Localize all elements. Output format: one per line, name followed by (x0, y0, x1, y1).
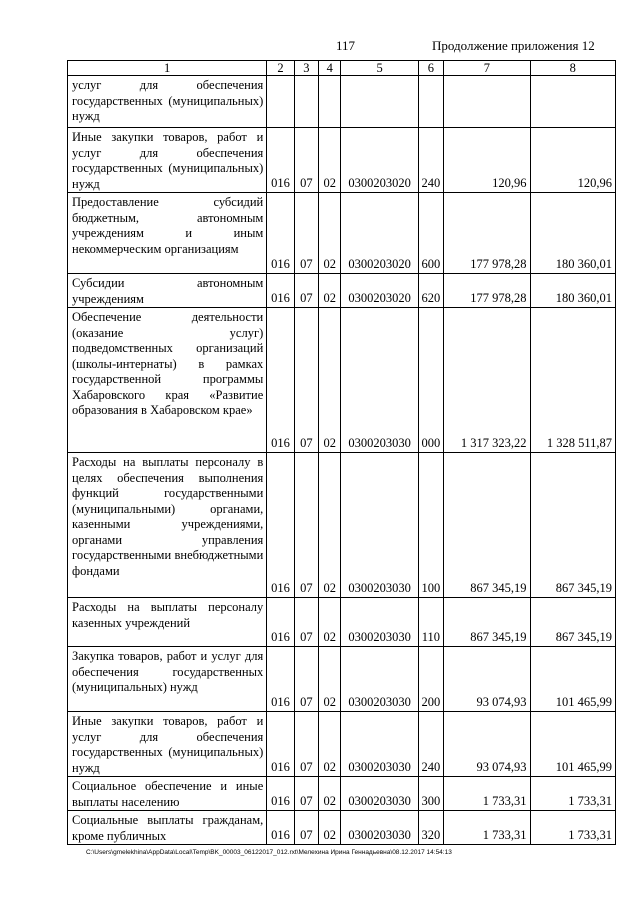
table-row (68, 308, 616, 453)
section-code: 07 (294, 274, 318, 308)
amount-year-1 (444, 76, 530, 128)
expense-type-code: 240 (418, 712, 443, 777)
row-description: услуг для обеспечения государственных (муниципальных) нужд (68, 76, 267, 128)
amount-year-1: 93 074,93 (444, 647, 530, 712)
subsection-code: 02 (319, 811, 341, 845)
subsection-code: 02 (319, 193, 341, 274)
subsection-code: 02 (319, 308, 341, 453)
target-article-code: 0300203030 (341, 712, 418, 777)
subsection-code: 02 (319, 647, 341, 712)
amount-year-2: 180 360,01 (530, 193, 615, 274)
admin-code: 016 (267, 811, 294, 845)
section-code: 07 (294, 453, 318, 598)
section-code: 07 (294, 777, 318, 811)
amount-year-1: 177 978,28 (444, 193, 530, 274)
table-row (68, 274, 616, 308)
table-row (68, 76, 616, 128)
subsection-code: 02 (319, 274, 341, 308)
amount-year-2: 101 465,99 (530, 647, 615, 712)
amount-year-1: 93 074,93 (444, 712, 530, 777)
amount-year-2: 180 360,01 (530, 274, 615, 308)
amount-year-2: 1 733,31 (530, 777, 615, 811)
expense-type-code: 600 (418, 193, 443, 274)
column-header: 7 (444, 61, 530, 76)
amount-year-2 (530, 76, 615, 128)
section-code: 07 (294, 598, 318, 647)
admin-code: 016 (267, 712, 294, 777)
subsection-code: 02 (319, 453, 341, 598)
subsection-code: 02 (319, 777, 341, 811)
section-code: 07 (294, 193, 318, 274)
budget-table (67, 60, 616, 845)
target-article-code: 0300203030 (341, 647, 418, 712)
section-code: 07 (294, 811, 318, 845)
admin-code (267, 76, 294, 128)
target-article-code: 0300203030 (341, 453, 418, 598)
table-row (68, 647, 616, 712)
amount-year-1: 867 345,19 (444, 598, 530, 647)
row-description: Субсидии автономным учреждениям (68, 274, 267, 308)
row-description: Предоставление субсидий бюджетным, автономным учреждениям и иным некоммерческим организациям (68, 193, 267, 274)
table-row (68, 128, 616, 193)
target-article-code: 0300203030 (341, 777, 418, 811)
row-description: Иные закупки товаров, работ и услуг для обеспечения государственных (муниципальных) нужд (68, 128, 267, 193)
amount-year-1: 1 733,31 (444, 777, 530, 811)
column-header: 8 (530, 61, 615, 76)
subsection-code: 02 (319, 598, 341, 647)
file-path-footer: C:\Users\gmelekhina\AppData\Local\Temp\BK_00003_06122017_012.rxt\Мелехина Ирина Геннадьевна\08.12.2017 14:54:13 (86, 849, 452, 856)
admin-code: 016 (267, 647, 294, 712)
table-row (68, 777, 616, 811)
table-row (68, 712, 616, 777)
row-description: Расходы на выплаты персоналу казенных учреждений (68, 598, 267, 647)
column-header: 6 (418, 61, 443, 76)
admin-code: 016 (267, 274, 294, 308)
table-row (68, 811, 616, 845)
section-code (294, 76, 318, 128)
column-header: 1 (68, 61, 267, 76)
target-article-code: 0300203020 (341, 128, 418, 193)
target-article-code: 0300203020 (341, 274, 418, 308)
expense-type-code: 000 (418, 308, 443, 453)
admin-code: 016 (267, 308, 294, 453)
amount-year-2: 120,96 (530, 128, 615, 193)
row-description: Социальные выплаты гражданам, кроме публичных (68, 811, 267, 845)
page-number: 117 (336, 38, 356, 53)
amount-year-2: 867 345,19 (530, 598, 615, 647)
expense-type-code: 100 (418, 453, 443, 598)
admin-code: 016 (267, 598, 294, 647)
amount-year-1: 867 345,19 (444, 453, 530, 598)
target-article-code (341, 76, 418, 128)
expense-type-code: 200 (418, 647, 443, 712)
target-article-code: 0300203030 (341, 308, 418, 453)
expense-type-code: 240 (418, 128, 443, 193)
amount-year-1: 1 317 323,22 (444, 308, 530, 453)
expense-type-code: 620 (418, 274, 443, 308)
amount-year-1: 1 733,31 (444, 811, 530, 845)
amount-year-2: 867 345,19 (530, 453, 615, 598)
table-row (68, 193, 616, 274)
row-description: Социальное обеспечение и иные выплаты населению (68, 777, 267, 811)
target-article-code: 0300203030 (341, 811, 418, 845)
target-article-code: 0300203020 (341, 193, 418, 274)
target-article-code: 0300203030 (341, 598, 418, 647)
expense-type-code (418, 76, 443, 128)
column-header: 5 (341, 61, 418, 76)
column-header: 3 (294, 61, 318, 76)
table-row (68, 453, 616, 598)
row-description: Обеспечение деятельности (оказание услуг) подведомственных организаций (школы-интернаты) в рамках государственной программы Хабаровского края «Развитие образования в Хабаровском крае» (68, 308, 267, 453)
expense-type-code: 300 (418, 777, 443, 811)
row-description: Иные закупки товаров, работ и услуг для обеспечения государственных (муниципальных) нужд (68, 712, 267, 777)
section-code: 07 (294, 712, 318, 777)
subsection-code: 02 (319, 128, 341, 193)
table-header-row (68, 61, 616, 76)
amount-year-1: 177 978,28 (444, 274, 530, 308)
amount-year-2: 1 328 511,87 (530, 308, 615, 453)
admin-code: 016 (267, 128, 294, 193)
subsection-code: 02 (319, 712, 341, 777)
amount-year-1: 120,96 (444, 128, 530, 193)
column-header: 4 (319, 61, 341, 76)
table-row (68, 598, 616, 647)
subsection-code (319, 76, 341, 128)
amount-year-2: 101 465,99 (530, 712, 615, 777)
row-description: Расходы на выплаты персоналу в целях обеспечения выполнения функций государственными (муниципальными) органами, казенными учреждениями, органами управления государственными внебюджетными фондами (68, 453, 267, 598)
expense-type-code: 110 (418, 598, 443, 647)
section-code: 07 (294, 128, 318, 193)
row-description: Закупка товаров, работ и услуг для обеспечения государственных (муниципальных) нужд (68, 647, 267, 712)
appendix-continuation-title: Продолжение приложения 12 (432, 38, 595, 53)
section-code: 07 (294, 308, 318, 453)
admin-code: 016 (267, 193, 294, 274)
section-code: 07 (294, 647, 318, 712)
admin-code: 016 (267, 453, 294, 598)
column-header: 2 (267, 61, 294, 76)
admin-code: 016 (267, 777, 294, 811)
amount-year-2: 1 733,31 (530, 811, 615, 845)
expense-type-code: 320 (418, 811, 443, 845)
